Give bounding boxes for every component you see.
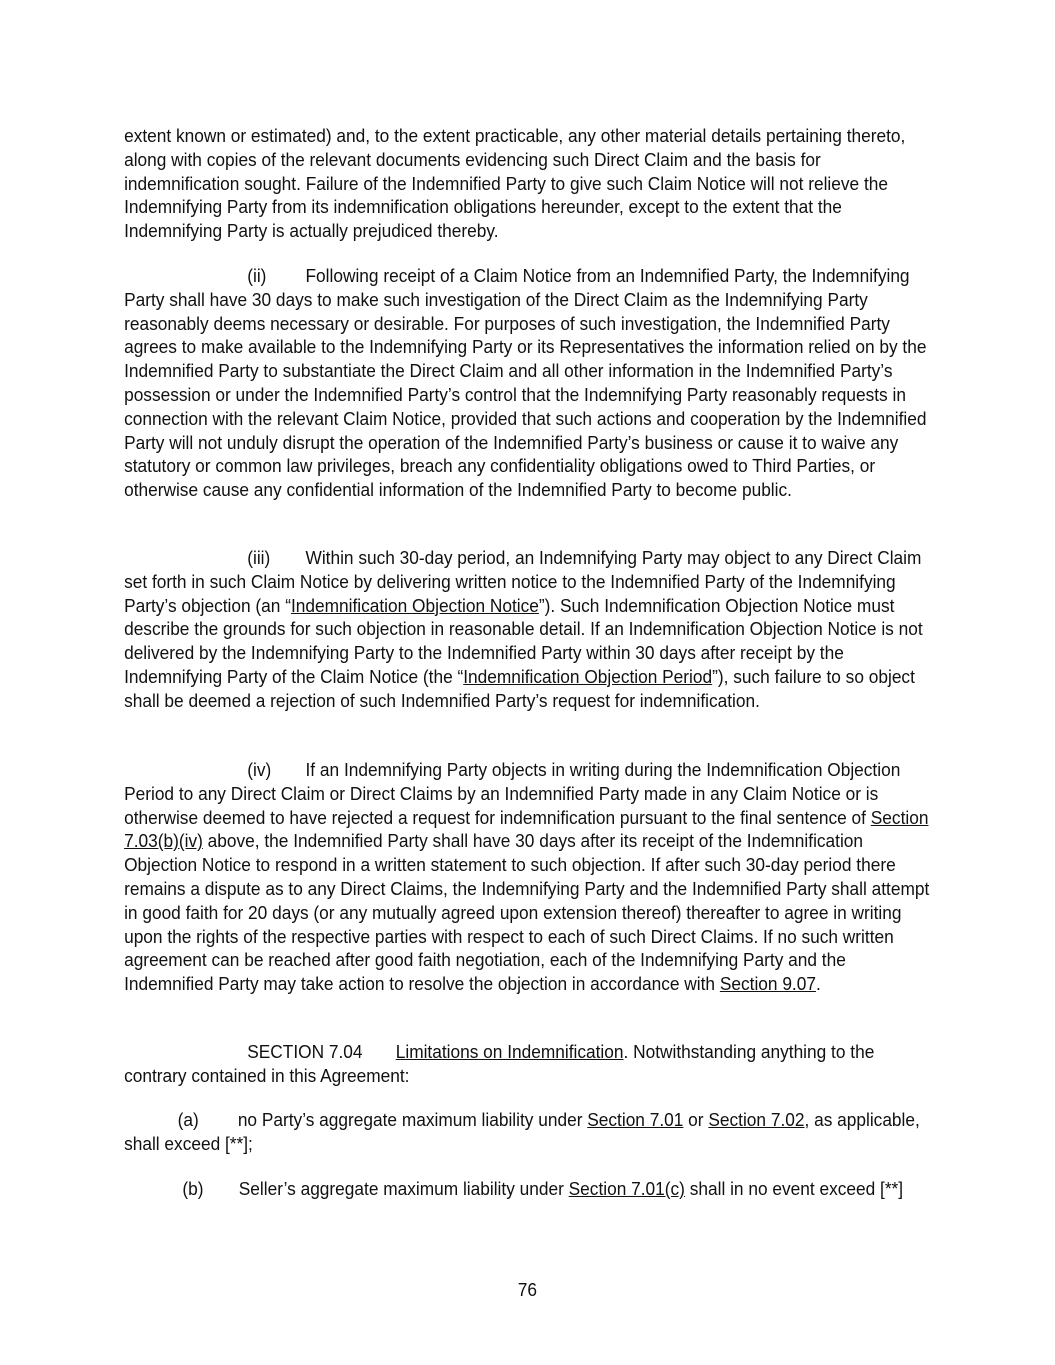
paragraph-iii (124, 546, 932, 713)
item-label: (b) (182, 1178, 204, 1199)
section-7-04 (124, 1040, 932, 1088)
item-label: (a) (177, 1109, 199, 1130)
defined-term: Indemnification Objection Period (463, 665, 713, 687)
paragraph-text: ”). Such Indemnification Objection Notice must describe the grounds for such objection in reasonable detail. If an Indemnification Objection Notice is not delivered by the Indemnifying Party to the Indemnified Party within 30 days after receipt by the Indemnifying Party of the Claim Notice (the “ (124, 594, 923, 687)
section-reference: Section 7.03(b)(iv) (124, 806, 929, 852)
paragraph-text: no Party’s aggregate maximum liability under (237, 1109, 588, 1130)
paragraph-text: or (683, 1109, 709, 1130)
section-reference: Section 7.01 (587, 1109, 684, 1130)
paragraph-ii (124, 264, 932, 502)
section-reference: Section 7.01(c) (568, 1178, 685, 1199)
paragraph-text: shall in no event exceed [**] (684, 1178, 904, 1199)
item-b (124, 1177, 932, 1201)
defined-term: Indemnification Objection Notice (290, 594, 539, 616)
page-number: 76 (517, 1279, 537, 1300)
paragraph-text: . (815, 973, 821, 995)
paragraph-label: (iv) (247, 759, 272, 780)
paragraph-iv (124, 758, 932, 996)
paragraph-text: Seller’s aggregate maximum liability under (238, 1178, 569, 1199)
paragraph-text: . Notwithstanding anything to the contrary contained in this Agreement: (124, 1041, 875, 1086)
paragraph-text: , as applicable, shall exceed [**]; (124, 1109, 920, 1154)
paragraph-text: If an Indemnifying Party objects in writing during the Indemnification Objection Period to any Direct Claim or Direct Claims by an Indemnified Party made in any Claim Notice or is otherwise deemed to have rejected a request for indemnification pursuant to the final sentence of (124, 759, 901, 828)
section-number: SECTION 7.04 (247, 1041, 363, 1062)
paragraph-label: (ii) (247, 265, 267, 286)
item-a (124, 1108, 932, 1156)
section-reference: Section 9.07 (719, 973, 816, 995)
section-title: Limitations on Indemnification (395, 1041, 624, 1062)
paragraph-text: above, the Indemnified Party shall have 30 days after its receipt of the Indemnification Objection Notice to respond in a written statement to such objection. If after such 30-day period there remains a dispute as to any Direct Claims, the Indemnifying Party and the Indemnified Party shall attempt in good faith for 20 days (or any mutually agreed upon extension thereof) thereafter to agree in writing upon the rights of the respective parties with respect to each of such Direct Claims. If no such written agreement can be reached after good faith negotiation, each of the Indemnifying Party and the Indemnified Party may take action to resolve the objection in accordance with (124, 830, 930, 995)
paragraph-continuation: extent known or estimated) and, to the extent practicable, any other material details pertaining thereto, along with copies of the relevant documents evidencing such Direct Claim and the basis for indemnification sought. Failure of the Indemnified Party to give such Claim Notice will not relieve the Indemnifying Party from its indemnification obligations hereunder, except to the extent that the Indemnifying Party is actually prejudiced thereby. (124, 125, 906, 242)
paragraph-text: Following receipt of a Claim Notice from an Indemnified Party, the Indemnifying Party shall have 30 days to make such investigation of the Direct Claim as the Indemnifying Party reasonably deems necessary or desirable. For purposes of such investigation, the Indemnified Party agrees to make available to the Indemnifying Party or its Representatives the information relied on by the Indemnified Party to substantiate the Direct Claim and all other information in the Indemnified Party’s possession or under the Indemnified Party’s control that the Indemnifying Party reasonably requests in connection with the relevant Claim Notice, provided that such actions and cooperation by the Indemnified Party will not unduly disrupt the operation of the Indemnified Party’s business or cause it to waive any statutory or common law privileges, breach any confidentiality obligations owed to Third Parties, or otherwise cause any confidential information of the Indemnified Party to become public. (124, 265, 927, 501)
paragraph-text: Within such 30-day period, an Indemnifying Party may object to any Direct Claim set forth in such Claim Notice by delivering written notice to the Indemnified Party of the Indemnifying Party’s objection (an “ (124, 547, 922, 616)
paragraph-label: (iii) (247, 547, 271, 568)
section-reference: Section 7.02 (708, 1109, 805, 1130)
paragraph-text: ”), such failure to so object shall be deemed a rejection of such Indemnified Party’s request for indemnification. (124, 665, 915, 711)
